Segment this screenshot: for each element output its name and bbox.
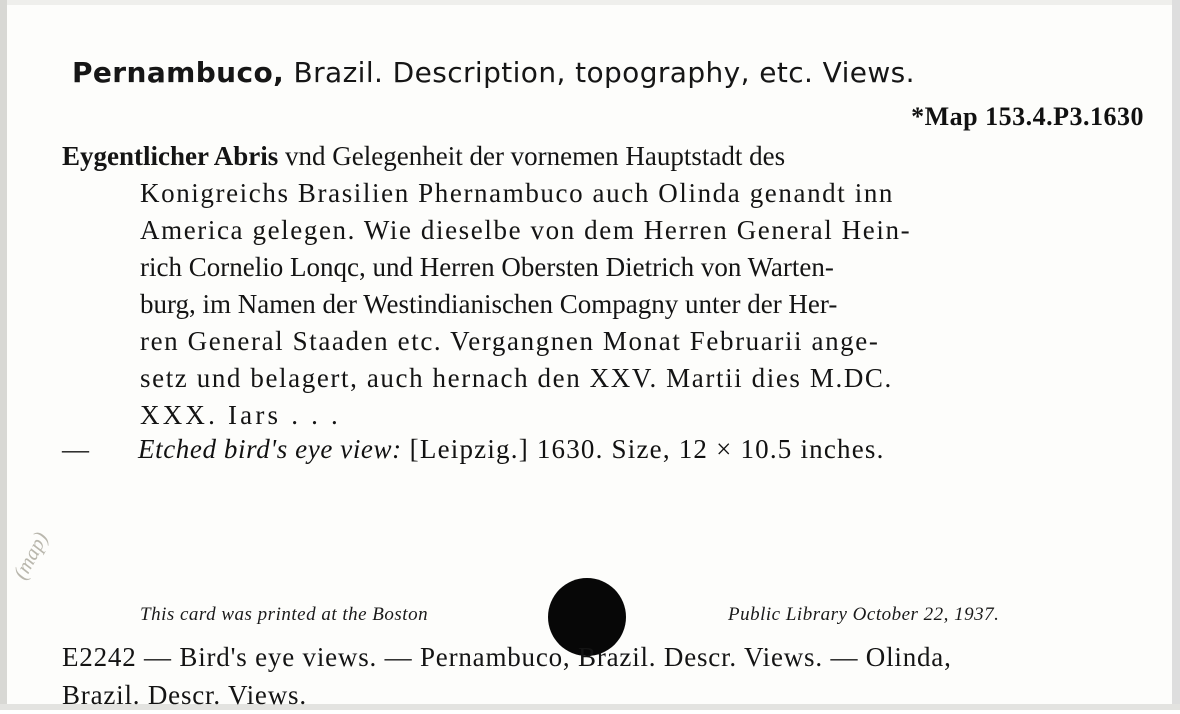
title-lead-bold: Eygentlicher Abris: [62, 141, 279, 171]
title-line: [62, 323, 1152, 360]
title-line-text: burg, im Namen der Westindianischen Compagny unter der Her-: [140, 289, 838, 319]
tracing-line: E2242 — Bird's eye views. — Pernambuco, Brazil. Descr. Views. — Olinda,: [62, 642, 952, 672]
title-line: [62, 286, 1152, 323]
title-line: [62, 212, 1152, 249]
title-line-text: XXX. Iars . . .: [140, 400, 341, 430]
call-number: *Map 153.4.P3.1630: [911, 102, 1144, 131]
title-line: [62, 175, 1152, 212]
title-line-text: ren General Staaden etc. Vergangnen Monat Februarii ange-: [140, 326, 880, 356]
imprint-right: Public Library October 22, 1937.: [728, 604, 1000, 625]
title-line: [62, 138, 1152, 175]
title-line-text: vnd Gelegenheit der vornemen Hauptstadt des: [278, 141, 786, 171]
tracing-line: Brazil. Descr. Views.: [62, 680, 307, 710]
card-edge-top: [0, 0, 1180, 5]
tracing-block: [62, 638, 1162, 714]
card-edge-right: [1172, 0, 1180, 710]
title-line: [62, 249, 1152, 286]
title-line-text: America gelegen. Wie dieselbe von dem Herren General Hein-: [140, 215, 912, 245]
heading-line: [72, 56, 1132, 89]
title-line-text: rich Cornelio Lonqc, und Herren Obersten Dietrich von Warten-: [140, 252, 834, 282]
title-line-text: setz und belagert, auch hernach den XXV. Martii dies M.DC.: [140, 363, 893, 393]
title-line: [62, 360, 1152, 397]
note-detail: [Leipzig.] 1630. Size, 12 × 10.5 inches.: [401, 434, 885, 464]
subject-heading: Pernambuco,: [72, 56, 285, 89]
imprint-left: This card was printed at the Boston: [140, 604, 429, 625]
physical-description-note: [62, 432, 1162, 466]
title-line: [62, 397, 1152, 434]
note-dash: —: [62, 434, 89, 464]
note-italic-phrase: Etched bird's eye view:: [138, 434, 402, 464]
pencil-annotation: (map): [8, 527, 53, 584]
subject-heading-qualifier: Brazil. Description, topography, etc. Views.: [293, 56, 915, 89]
title-line-text: Konigreichs Brasilien Phernambuco auch Olinda genandt inn: [140, 178, 895, 208]
card-edge-left: [0, 0, 7, 710]
title-statement: [62, 138, 1152, 434]
